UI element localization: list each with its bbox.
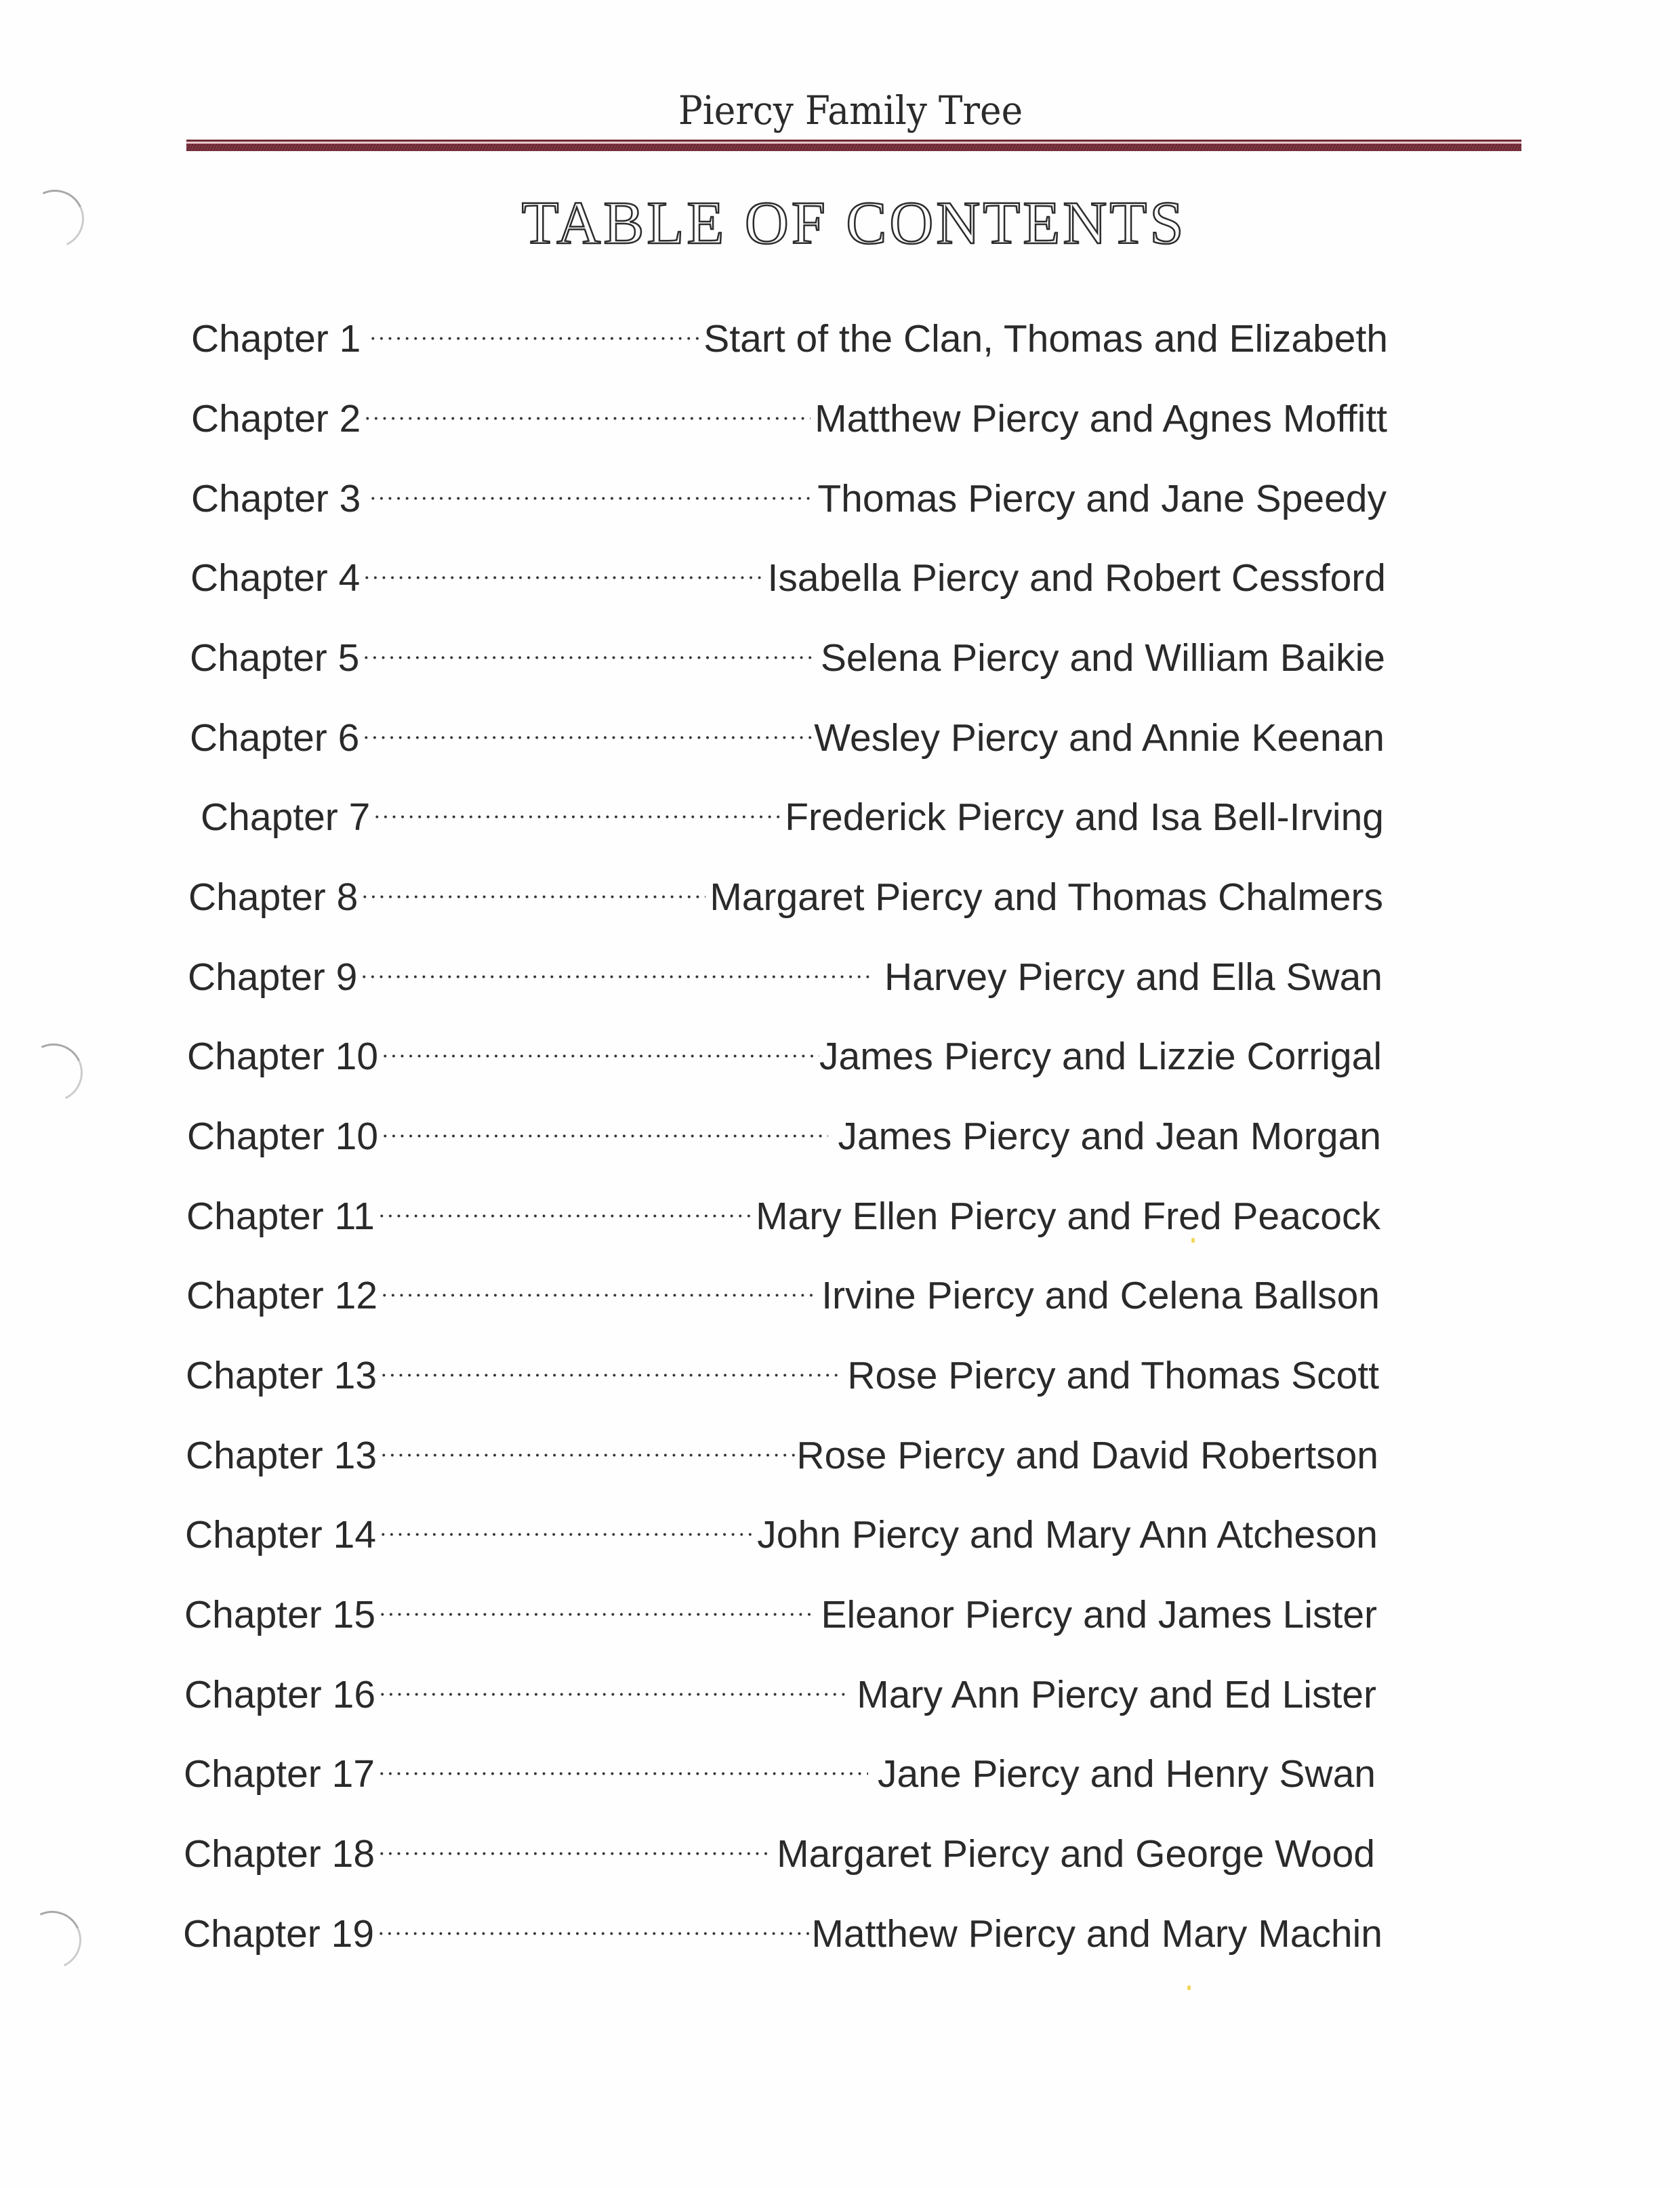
scan-artifact-speck (1191, 1238, 1195, 1243)
toc-entry-title: James Piercy and Jean Morgan (838, 1115, 1381, 1158)
toc-entry-title: Isabella Piercy and Robert Cessford (767, 556, 1386, 600)
toc-entry[interactable] (190, 622, 1385, 680)
toc-entry-title: Mary Ann Piercy and Ed Lister (857, 1673, 1376, 1716)
toc-entry-chapter: Chapter 8 (188, 875, 358, 919)
toc-entry-chapter: Chapter 14 (185, 1513, 377, 1556)
toc-entry-chapter: Chapter 12 (186, 1274, 378, 1317)
toc-entry[interactable] (191, 463, 1387, 520)
toc-entry-title: Margaret Piercy and Thomas Chalmers (710, 875, 1383, 919)
toc-entry-title: Matthew Piercy and Agnes Moffitt (815, 397, 1387, 440)
toc-entry[interactable] (190, 702, 1385, 760)
dot-leader (379, 1499, 756, 1548)
toc-entry-title: John Piercy and Mary Ann Atcheson (757, 1513, 1378, 1556)
toc-entry[interactable] (187, 1020, 1382, 1078)
toc-entry[interactable] (185, 1499, 1378, 1556)
toc-heading: TABLE OF CONTENTS (521, 190, 1187, 257)
dot-leader (378, 1659, 847, 1708)
toc-entry-chapter: Chapter 6 (190, 716, 360, 760)
toc-entry-title: Irvine Piercy and Celena Ballson (821, 1274, 1380, 1317)
toc-entry[interactable] (183, 1898, 1382, 1956)
dot-leader (381, 1020, 819, 1069)
toc-entry-title: James Piercy and Lizzie Corrigal (819, 1035, 1382, 1078)
dot-leader (381, 1100, 828, 1149)
toc-entry-chapter: Chapter 5 (190, 636, 360, 680)
dot-leader (369, 463, 813, 512)
toc-entry-title: Rose Piercy and Thomas Scott (847, 1354, 1379, 1397)
toc-entry-title: Harvey Piercy and Ella Swan (884, 955, 1382, 999)
toc-entry[interactable] (186, 1260, 1380, 1317)
toc-entry-chapter: Chapter 2 (191, 397, 361, 440)
dot-leader (378, 1579, 811, 1628)
dot-leader (380, 1340, 838, 1388)
toc-entry-chapter: Chapter 11 (186, 1195, 375, 1238)
toc-entry-title: Rose Piercy and David Robertson (796, 1434, 1378, 1477)
dot-leader (377, 1898, 811, 1947)
toc-entry-chapter: Chapter 9 (188, 955, 358, 999)
dot-leader (369, 303, 699, 352)
toc-entry-chapter: Chapter 17 (184, 1752, 375, 1796)
toc-entry[interactable] (187, 1100, 1381, 1158)
toc-entry[interactable] (188, 941, 1382, 999)
running-header-title: Piercy Family Tree (678, 87, 1023, 133)
toc-entry[interactable] (188, 861, 1383, 919)
toc-entry-chapter: Chapter 3 (191, 477, 361, 520)
toc-entry-title: Frederick Piercy and Isa Bell-Irving (785, 796, 1384, 839)
toc-entry-title: Wesley Piercy and Annie Keenan (814, 716, 1385, 760)
toc-entry-title: Eleanor Piercy and James Lister (821, 1593, 1377, 1636)
dot-leader (363, 542, 763, 591)
dot-leader (377, 1818, 773, 1867)
toc-entry[interactable] (184, 1659, 1376, 1716)
dot-leader (360, 941, 875, 990)
toc-entry-chapter: Chapter 10 (187, 1115, 379, 1158)
toc-entry-title: Matthew Piercy and Mary Machin (811, 1912, 1382, 1956)
toc-entry-chapter: Chapter 15 (184, 1593, 376, 1636)
toc-entry[interactable] (184, 1579, 1377, 1636)
toc-entry-chapter: Chapter 18 (184, 1832, 375, 1876)
scan-artifact-speck (1187, 1985, 1191, 1990)
toc-entry-chapter: Chapter 7 (201, 796, 371, 839)
toc-entry-chapter: Chapter 19 (183, 1912, 375, 1956)
dot-leader (361, 861, 705, 910)
toc-entry[interactable] (186, 1420, 1378, 1477)
dot-leader (377, 1180, 754, 1229)
toc-entry[interactable] (184, 1738, 1376, 1796)
toc-entry-title: Margaret Piercy and George Wood (777, 1832, 1375, 1876)
toc-entry-title: Thomas Piercy and Jane Speedy (817, 477, 1387, 520)
dot-leader (363, 383, 811, 432)
toc-entry-title: Mary Ellen Piercy and Fred Peacock (756, 1195, 1380, 1238)
dot-leader (380, 1420, 795, 1468)
toc-entry[interactable] (190, 542, 1386, 600)
toc-entry[interactable] (201, 781, 1384, 839)
toc-entry-chapter: Chapter 1 (191, 317, 361, 360)
toc-entry-chapter: Chapter 13 (186, 1354, 377, 1397)
dot-leader (380, 1260, 817, 1308)
toc-entry-title: Jane Piercy and Henry Swan (877, 1752, 1376, 1796)
toc-entry-chapter: Chapter 13 (186, 1434, 377, 1477)
toc-entry[interactable] (191, 303, 1388, 360)
toc-entry[interactable] (191, 383, 1387, 440)
toc-entry-title: Start of the Clan, Thomas and Elizabeth (703, 317, 1388, 360)
dot-leader (362, 702, 814, 751)
toc-entry-title: Selena Piercy and William Baikie (820, 636, 1385, 680)
toc-entry[interactable] (184, 1818, 1375, 1876)
toc-entry-chapter: Chapter 10 (187, 1035, 379, 1078)
toc-entry[interactable] (186, 1340, 1379, 1397)
toc-entry[interactable] (186, 1180, 1380, 1238)
dot-leader (362, 622, 816, 671)
toc-entry-chapter: Chapter 4 (190, 556, 361, 600)
dot-leader (377, 1738, 868, 1787)
toc-entry-chapter: Chapter 16 (184, 1673, 376, 1716)
dot-leader (373, 781, 781, 830)
